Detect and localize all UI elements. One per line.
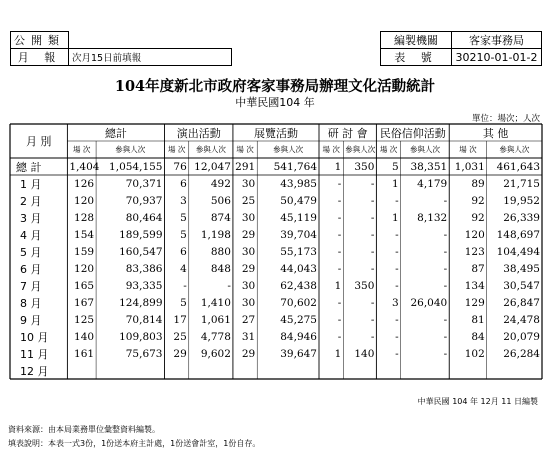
group-header-folk-religion: 民俗信仰活動 <box>379 126 446 140</box>
table-cell <box>343 362 376 379</box>
table-row <box>10 277 542 294</box>
table-cell: 70,371 <box>125 177 163 190</box>
table-cell: 5 <box>180 211 187 224</box>
table-cell <box>67 362 96 379</box>
table-cell: - <box>337 330 342 343</box>
table-cell <box>96 362 164 379</box>
table-cell: - <box>370 228 375 241</box>
table-cell <box>165 362 189 379</box>
table-cell: - <box>443 194 448 207</box>
compiling-agency-value: 客家事務局 <box>452 32 542 49</box>
table-cell: 124,899 <box>119 296 163 309</box>
row-label: 2 月 <box>20 194 42 208</box>
table-cell: - <box>395 330 399 343</box>
table-cell: 350 <box>354 279 375 292</box>
table-cell: 38,495 <box>503 262 540 275</box>
table-cell: 70,937 <box>125 194 163 207</box>
table-cell: 492 <box>210 177 231 190</box>
table-cell: - <box>337 245 342 258</box>
table-cell <box>487 362 542 379</box>
table-cell: 39,704 <box>280 228 317 241</box>
table-cell: - <box>443 262 448 275</box>
table-cell <box>449 362 487 379</box>
table-cell: 134 <box>464 279 485 292</box>
sessions-subheader: 場 次 <box>167 145 186 154</box>
table-cell: 84,946 <box>280 330 317 343</box>
row-label: 5 月 <box>20 245 42 259</box>
month-column-header: 月 別 <box>25 135 52 148</box>
table-cell: 1,031 <box>454 160 485 173</box>
row-label: 10 月 <box>20 330 49 344</box>
table-cell: - <box>395 245 399 258</box>
page-subtitle: 中華民國104 年 <box>235 96 315 109</box>
table-cell: 126 <box>74 177 95 190</box>
statistics-table <box>10 124 542 379</box>
table-cell: - <box>337 211 342 224</box>
table-cell: 31 <box>241 330 256 343</box>
table-cell: 93,335 <box>125 279 163 292</box>
table-cell: - <box>443 279 448 292</box>
table-row <box>10 260 542 277</box>
table-cell: 4,778 <box>200 330 231 343</box>
row-label: 6 月 <box>20 262 42 276</box>
table-cell: 21,715 <box>503 177 540 190</box>
table-cell: 25 <box>173 330 187 343</box>
table-cell: - <box>370 245 375 258</box>
table-cell: 29 <box>241 228 256 241</box>
table-cell: 8,132 <box>417 211 448 224</box>
table-cell: 26,040 <box>410 296 448 309</box>
table-cell: 128 <box>74 211 95 224</box>
table-cell: - <box>370 296 375 309</box>
table-cell <box>233 362 257 379</box>
table-cell: 27 <box>241 313 256 326</box>
table-number-label: 表 號 <box>381 49 452 66</box>
fill-instructions-note: 填表說明：本表一式3份，1份送本府主計處，1份送會計室，1份自存。 <box>8 439 261 448</box>
table-row <box>10 209 542 226</box>
header-left-table <box>10 31 232 66</box>
table-cell: 30 <box>241 279 256 292</box>
table-cell <box>257 362 319 379</box>
table-cell: 30 <box>241 177 256 190</box>
table-cell: 92 <box>471 211 485 224</box>
table-cell: 161 <box>74 347 95 360</box>
table-cell: 1 <box>391 177 399 190</box>
table-cell: 6 <box>180 245 187 258</box>
table-cell: - <box>443 330 448 343</box>
table-cell: - <box>337 296 342 309</box>
group-header-exhibition: 展覽活動 <box>253 126 298 140</box>
table-cell: 140 <box>74 330 95 343</box>
table-cell: 29 <box>241 347 256 360</box>
row-label: 12 月 <box>20 364 49 378</box>
table-cell: 1 <box>334 160 342 173</box>
compiling-agency-label: 編製機關 <box>381 32 452 49</box>
table-cell: 9,602 <box>200 347 231 360</box>
table-cell: 92 <box>471 194 485 207</box>
table-cell: 26,339 <box>503 211 540 224</box>
table-cell: 29 <box>173 347 187 360</box>
table-cell: 880 <box>210 245 231 258</box>
table-cell: 3 <box>391 296 399 309</box>
table-cell: 45,275 <box>280 313 317 326</box>
table-cell: 83,386 <box>125 262 163 275</box>
table-row <box>10 192 542 209</box>
table-cell: 30,547 <box>503 279 540 292</box>
sessions-subheader: 場 次 <box>236 145 254 154</box>
table-row <box>10 345 542 362</box>
table-row <box>10 311 542 328</box>
table-row <box>10 328 542 345</box>
table-cell: 30 <box>241 211 256 224</box>
table-cell: - <box>337 228 342 241</box>
table-cell: 81 <box>471 313 485 326</box>
table-cell: - <box>443 245 448 258</box>
table-row <box>10 243 542 260</box>
table-cell: 39,647 <box>280 347 317 360</box>
table-cell <box>401 362 450 379</box>
table-cell: - <box>395 313 399 326</box>
participants-subheader: 參與人次 <box>499 145 530 154</box>
table-cell <box>319 362 343 379</box>
table-cell: 55,173 <box>280 245 317 258</box>
table-cell: 165 <box>74 279 95 292</box>
table-cell: 167 <box>74 296 95 309</box>
table-cell: - <box>370 330 375 343</box>
sessions-subheader: 場 次 <box>379 145 398 154</box>
table-cell: 3 <box>180 194 187 207</box>
table-cell: 140 <box>354 347 375 360</box>
table-cell: 4 <box>180 262 187 275</box>
data-source-note: 資料來源：由本局業務單位彙整資料編製。 <box>8 425 160 434</box>
table-cell: - <box>395 279 399 292</box>
unit-note: 單位：場次；人次 <box>471 114 540 124</box>
subheader-row <box>10 141 542 158</box>
row-label: 8 月 <box>20 296 42 310</box>
table-cell: 1,054,155 <box>109 160 163 173</box>
table-cell: 120 <box>74 194 95 207</box>
table-cell: 89 <box>471 177 485 190</box>
table-cell: 12,047 <box>194 160 231 173</box>
table-cell: 30 <box>241 245 256 258</box>
table-cell: 5 <box>391 160 399 173</box>
table-cell: 291 <box>235 160 256 173</box>
table-cell: 70,602 <box>280 296 317 309</box>
table-number-value: 30210-01-01-2 <box>452 49 542 66</box>
table-cell: 506 <box>210 194 231 207</box>
table-cell: 17 <box>173 313 187 326</box>
table-cell: 1,198 <box>200 228 231 241</box>
table-cell: 75,673 <box>125 347 163 360</box>
table-cell: - <box>395 262 399 275</box>
table-cell: 87 <box>471 262 485 275</box>
table-body <box>10 158 542 379</box>
group-header-performance: 演出活動 <box>176 126 221 140</box>
table-cell: 30 <box>241 296 256 309</box>
table-cell: 1 <box>391 211 399 224</box>
compiled-date: 中華民國 104 年 12月 11 日編製 <box>417 397 538 406</box>
page-title: 104年度新北市政府客家事務局辦理文化活動統計 <box>114 78 436 95</box>
table-cell: 129 <box>464 296 485 309</box>
table-cell: 24,478 <box>503 313 540 326</box>
header-right-table <box>380 31 542 66</box>
table-cell: 350 <box>354 160 375 173</box>
table-cell: 76 <box>173 160 187 173</box>
table-row <box>10 294 542 311</box>
table-cell: - <box>183 279 187 292</box>
table-cell: - <box>443 347 448 360</box>
row-label: 1 月 <box>20 177 42 191</box>
table-cell: 874 <box>210 211 231 224</box>
table-row <box>10 158 542 175</box>
table-cell: 159 <box>74 245 95 258</box>
table-cell: - <box>395 347 399 360</box>
participants-subheader: 參與人次 <box>195 145 226 154</box>
table-cell: 189,599 <box>119 228 163 241</box>
table-cell: 1,061 <box>200 313 231 326</box>
table-cell: 45,119 <box>280 211 317 224</box>
table-cell: - <box>443 313 448 326</box>
table-cell: 4,179 <box>417 177 448 190</box>
table-cell: 26,847 <box>503 296 540 309</box>
table-cell: 104,494 <box>496 245 540 258</box>
table-cell: 44,043 <box>280 262 317 275</box>
table-cell: - <box>370 313 375 326</box>
report-deadline-note: 次月15日前填報 <box>69 49 232 66</box>
row-label: 7 月 <box>20 279 42 293</box>
table-cell: 43,985 <box>280 177 317 190</box>
table-cell: - <box>395 194 399 207</box>
table-cell: 84 <box>471 330 485 343</box>
table-cell: 38,351 <box>410 160 448 173</box>
sessions-subheader: 場 次 <box>73 145 91 154</box>
table-cell: - <box>370 211 375 224</box>
table-cell: 29 <box>241 262 256 275</box>
table-cell: 19,952 <box>503 194 540 207</box>
row-label: 11 月 <box>20 347 49 361</box>
participants-subheader: 參與人次 <box>409 145 440 154</box>
table-cell: 461,643 <box>496 160 540 173</box>
table-cell: 102 <box>464 347 485 360</box>
table-cell: - <box>227 279 231 292</box>
group-header-total: 總計 <box>104 126 127 140</box>
table-cell: - <box>370 262 375 275</box>
report-type-label: 月 報 <box>11 49 69 66</box>
table-row <box>10 362 542 379</box>
table-cell: 541,764 <box>273 160 317 173</box>
participants-subheader: 參與人次 <box>115 145 146 154</box>
table-cell: 50,479 <box>280 194 317 207</box>
sessions-subheader: 場 次 <box>322 145 340 154</box>
group-header-other: 其 他 <box>482 126 509 140</box>
table-cell: - <box>337 194 342 207</box>
table-cell: - <box>395 228 399 241</box>
table-cell: - <box>337 177 342 190</box>
table-cell: 1 <box>334 279 342 292</box>
row-label: 4 月 <box>20 228 42 242</box>
table-cell: 5 <box>180 296 187 309</box>
participants-subheader: 參與人次 <box>273 145 304 154</box>
table-cell: 25 <box>241 194 256 207</box>
table-cell: 1,410 <box>200 296 231 309</box>
table-row <box>10 226 542 243</box>
table-cell: 62,438 <box>280 279 317 292</box>
sessions-subheader: 場 次 <box>459 145 477 154</box>
row-label: 總 計 <box>16 160 42 174</box>
table-cell <box>376 362 400 379</box>
table-cell: - <box>370 194 375 207</box>
table-cell: - <box>443 228 448 241</box>
table-cell <box>189 362 233 379</box>
table-cell: 120 <box>464 228 485 241</box>
table-cell: 160,547 <box>119 245 163 258</box>
table-cell: 123 <box>464 245 485 258</box>
table-cell: 848 <box>210 262 231 275</box>
table-cell: 154 <box>74 228 95 241</box>
table-cell: 80,464 <box>125 211 163 224</box>
table-cell: - <box>337 313 342 326</box>
table-row <box>10 175 542 192</box>
table-cell: 120 <box>74 262 95 275</box>
row-label: 3 月 <box>20 211 42 225</box>
table-cell: 26,284 <box>503 347 540 360</box>
table-cell: 109,803 <box>119 330 163 343</box>
table-cell: - <box>370 177 375 190</box>
classification-label: 公開類 <box>11 32 69 49</box>
table-cell: 1 <box>334 347 342 360</box>
table-cell: 20,079 <box>503 330 540 343</box>
table-cell: 125 <box>74 313 95 326</box>
table-cell: 6 <box>180 177 187 190</box>
table-cell: 70,814 <box>125 313 163 326</box>
header-left-blank <box>69 32 232 49</box>
row-label: 9 月 <box>20 313 42 327</box>
table-cell: 148,697 <box>496 228 540 241</box>
table-cell: 1,404 <box>69 160 100 173</box>
group-header-seminar: 研 討 會 <box>327 126 368 140</box>
table-cell: 5 <box>180 228 187 241</box>
table-cell: - <box>337 262 342 275</box>
participants-subheader: 參與人次 <box>345 145 376 154</box>
